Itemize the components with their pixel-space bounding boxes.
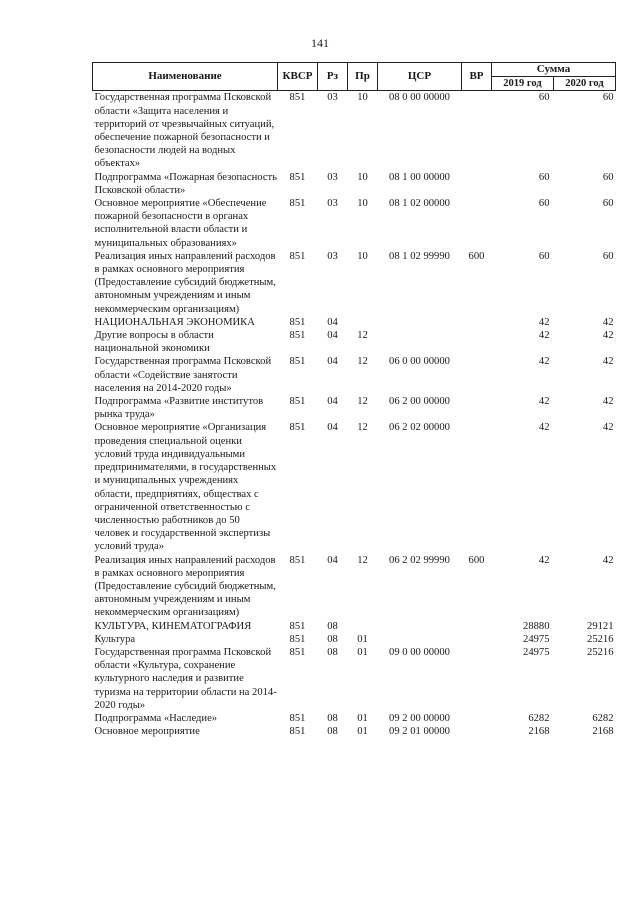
row-csr: 06 0 00 00000: [389, 356, 450, 368]
table-row: [93, 91, 616, 171]
row-kvsr: 851: [289, 250, 306, 262]
row-2020: 25216: [587, 646, 614, 658]
row-name: Государственная программа Псковской области «Культура, сохранение культурного наследия и развитие туризма на территории области на 2014-2020 годы»: [94, 646, 277, 711]
row-vr: 600: [468, 250, 485, 262]
row-csr: 06 2 02 99990: [389, 554, 450, 566]
row-name: Государственная программа Псковской области «Защита населения и территорий от чрезвычайных ситуаций, обеспечение пожарной безопасности и безопасности людей на водных объектах»: [94, 92, 275, 170]
header-vr: ВР: [462, 63, 492, 91]
row-pr: 10: [357, 92, 368, 104]
header-sum: Сумма: [492, 63, 616, 77]
table-row: [93, 712, 616, 725]
row-vr: [462, 395, 492, 421]
row-rz: 04: [327, 356, 338, 368]
table-row: [93, 355, 616, 395]
header-kvsr: КВСР: [278, 63, 318, 91]
row-rz: 03: [327, 171, 338, 183]
row-2019: 42: [538, 316, 550, 328]
row-kvsr: 851: [289, 620, 306, 632]
row-csr: 08 0 00 00000: [389, 92, 450, 104]
row-csr: 06 2 00 00000: [389, 396, 450, 408]
row-2020: 42: [602, 422, 614, 434]
table-body: [93, 91, 616, 738]
row-kvsr: 851: [289, 646, 306, 658]
row-pr: 12: [357, 422, 368, 434]
row-pr: 01: [357, 712, 368, 724]
table-row: [93, 421, 616, 553]
row-rz: 08: [327, 712, 338, 724]
row-2020: 29121: [587, 620, 614, 632]
row-2020: 60: [602, 92, 614, 104]
row-kvsr: 851: [289, 330, 306, 342]
row-name: Подпрограмма «Наследие»: [94, 712, 218, 724]
row-2020: 6282: [592, 712, 614, 724]
row-kvsr: 851: [289, 633, 306, 645]
table-header: [93, 63, 616, 91]
table-row: [93, 197, 616, 250]
row-rz: 03: [327, 198, 338, 210]
row-csr: [378, 316, 462, 329]
table-row: [93, 316, 616, 329]
row-vr: [462, 355, 492, 395]
row-vr: [462, 171, 492, 197]
header-rz: Рз: [318, 63, 348, 91]
row-vr: 600: [468, 554, 485, 566]
row-rz: 08: [327, 620, 338, 632]
row-csr: 06 2 02 00000: [389, 422, 450, 434]
header-name: Наименование: [93, 63, 278, 91]
row-kvsr: 851: [289, 396, 306, 408]
row-csr: [378, 633, 462, 646]
row-vr: [462, 620, 492, 633]
row-name: КУЛЬТУРА, КИНЕМАТОГРАФИЯ: [94, 620, 252, 632]
row-rz: 08: [327, 633, 338, 645]
row-name: Основное мероприятие «Обеспечение пожарной безопасности в органах исполнительной власти области и муниципальных образованиях»: [94, 198, 267, 249]
budget-table: [92, 62, 616, 738]
table-row: [93, 633, 616, 646]
row-rz: 03: [327, 92, 338, 104]
row-vr: [462, 712, 492, 725]
row-2019: 6282: [528, 712, 550, 724]
row-2019: 28880: [523, 620, 550, 632]
row-pr: 10: [357, 198, 368, 210]
row-2019: 42: [538, 422, 550, 434]
row-vr: [462, 725, 492, 738]
row-csr: 09 0 00 00000: [389, 646, 450, 658]
row-rz: 08: [327, 726, 338, 738]
row-2019: 42: [538, 396, 550, 408]
table-row: [93, 171, 616, 197]
row-csr: [378, 329, 462, 355]
row-vr: [462, 329, 492, 355]
row-name: Подпрограмма «Пожарная безопасность Псковской области»: [94, 171, 277, 196]
row-2020: 42: [602, 396, 614, 408]
row-pr: 01: [357, 726, 368, 738]
row-2020: 42: [602, 330, 614, 342]
row-vr: [462, 197, 492, 250]
row-rz: 04: [327, 396, 338, 408]
row-name: НАЦИОНАЛЬНАЯ ЭКОНОМИКА: [94, 316, 255, 328]
row-csr: 08 1 02 99990: [389, 250, 450, 262]
table-row: [93, 395, 616, 421]
row-pr: 12: [357, 330, 368, 342]
row-2020: 42: [602, 316, 614, 328]
row-vr: [462, 421, 492, 553]
row-kvsr: 851: [289, 726, 306, 738]
row-pr: 01: [357, 633, 368, 645]
row-pr: 10: [357, 250, 368, 262]
row-rz: 04: [327, 316, 338, 328]
table-row: [93, 329, 616, 355]
row-vr: [462, 316, 492, 329]
header-pr: Пр: [348, 63, 378, 91]
row-pr: [348, 316, 378, 329]
row-csr: [378, 620, 462, 633]
row-kvsr: 851: [289, 356, 306, 368]
header-2020: 2020 год: [554, 77, 616, 91]
row-kvsr: 851: [289, 316, 306, 328]
row-2020: 42: [602, 356, 614, 368]
row-2019: 42: [538, 356, 550, 368]
row-name: Основное мероприятие «Организация проведения специальной оценки условий труда индивидуальными предпринимателями, в государственных и муниципальных учреждениях области, предприятиях, обществах с ограниченной ответственностью с численностью работников до 50 человек и государственной экспертизы условий труда»: [94, 422, 277, 553]
page-number: 141: [311, 36, 329, 50]
row-name: Культура: [94, 633, 136, 645]
row-vr: [462, 646, 492, 712]
row-2019: 42: [538, 330, 550, 342]
table-row: [93, 554, 616, 620]
row-2019: 24975: [523, 646, 550, 658]
table-row: [93, 620, 616, 633]
row-2020: 60: [602, 250, 614, 262]
row-name: Другие вопросы в области национальной экономики: [94, 330, 214, 355]
row-2019: 2168: [528, 726, 550, 738]
row-rz: 08: [327, 646, 338, 658]
row-csr: 08 1 00 00000: [389, 171, 450, 183]
row-kvsr: 851: [289, 171, 306, 183]
row-name: Государственная программа Псковской области «Содействие занятости населения на 2014-2020 годы»: [94, 356, 272, 394]
row-rz: 04: [327, 330, 338, 342]
row-pr: 12: [357, 356, 368, 368]
row-kvsr: 851: [289, 198, 306, 210]
row-csr: 08 1 02 00000: [389, 198, 450, 210]
row-name: Основное мероприятие: [94, 726, 200, 738]
row-kvsr: 851: [289, 554, 306, 566]
row-kvsr: 851: [289, 712, 306, 724]
row-pr: 10: [357, 171, 368, 183]
row-2019: 42: [538, 554, 550, 566]
row-pr: 12: [357, 396, 368, 408]
row-name: Реализация иных направлений расходов в рамках основного мероприятия (Предоставление субсидий бюджетным, автономным учреждениям и иным некоммерческим организациям): [94, 554, 276, 619]
table-row: [93, 646, 616, 712]
row-csr: 09 2 00 00000: [389, 712, 450, 724]
row-2020: 60: [602, 171, 614, 183]
header-csr: ЦСР: [378, 63, 462, 91]
row-2020: 25216: [587, 633, 614, 645]
row-2019: 60: [538, 92, 550, 104]
row-rz: 03: [327, 250, 338, 262]
table-row: [93, 725, 616, 738]
row-csr: 09 2 01 00000: [389, 726, 450, 738]
row-pr: [348, 620, 378, 633]
row-2020: 42: [602, 554, 614, 566]
row-2019: 60: [538, 250, 550, 262]
row-vr: [462, 91, 492, 171]
row-2019: 60: [538, 171, 550, 183]
row-pr: 01: [357, 646, 368, 658]
row-vr: [462, 633, 492, 646]
row-kvsr: 851: [289, 92, 306, 104]
row-2020: 2168: [592, 726, 614, 738]
row-2019: 60: [538, 198, 550, 210]
row-name: Подпрограмма «Развитие институтов рынка труда»: [94, 396, 264, 421]
header-2019: 2019 год: [492, 77, 554, 91]
row-rz: 04: [327, 422, 338, 434]
row-pr: 12: [357, 554, 368, 566]
row-2020: 60: [602, 198, 614, 210]
row-name: Реализация иных направлений расходов в рамках основного мероприятия (Предоставление субсидий бюджетным, автономным учреждениям и иным некоммерческим организациям): [94, 250, 276, 315]
table-row: [93, 250, 616, 316]
row-kvsr: 851: [289, 422, 306, 434]
row-2019: 24975: [523, 633, 550, 645]
row-rz: 04: [327, 554, 338, 566]
